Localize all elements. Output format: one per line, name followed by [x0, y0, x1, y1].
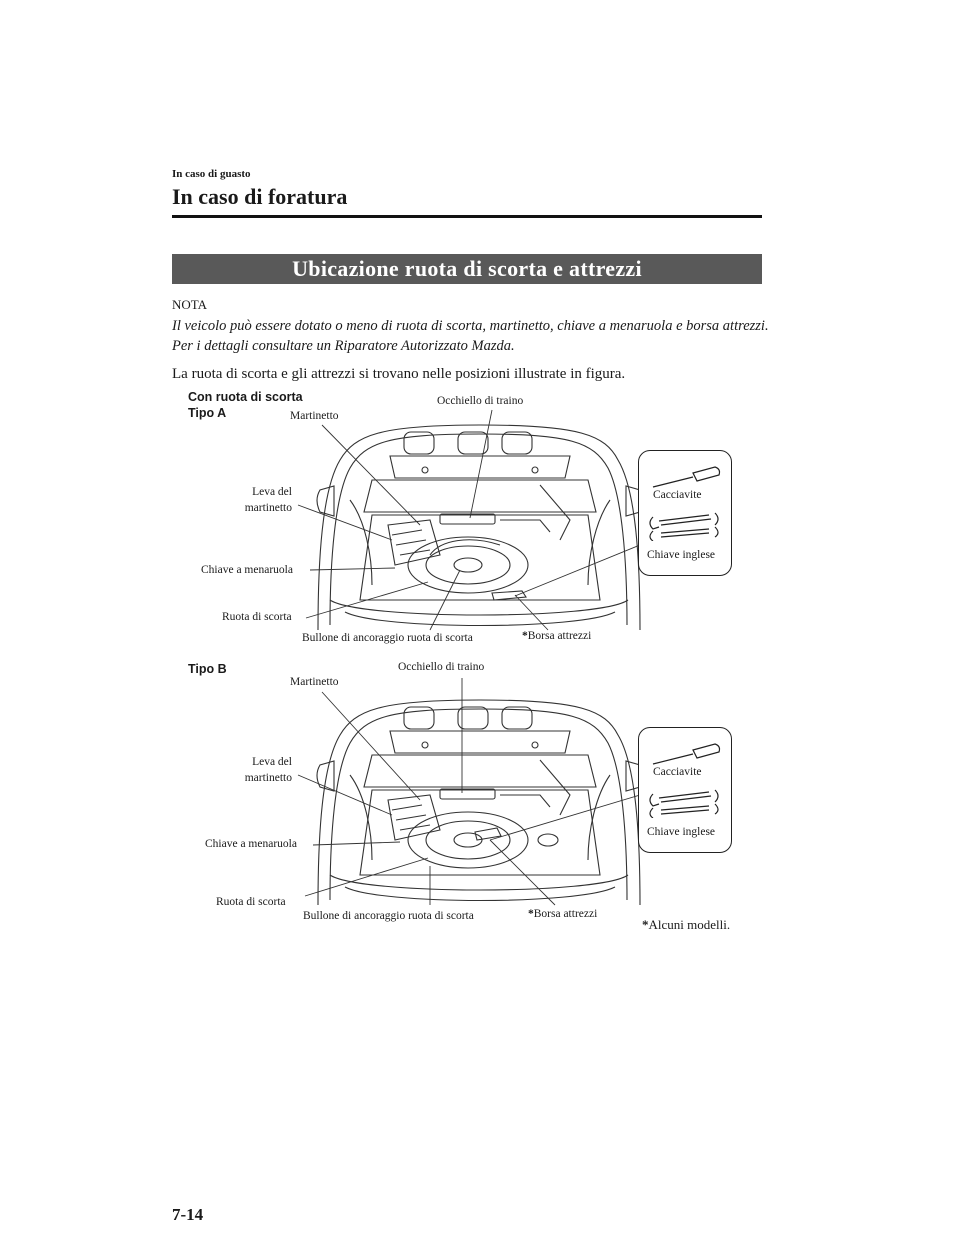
label-leva-a-2: martinetto	[244, 502, 292, 514]
label-cacciavite-a: Cacciavite	[653, 489, 702, 501]
label-chiave-inglese-b: Chiave inglese	[647, 826, 716, 838]
type-a-heading: Tipo A	[188, 406, 227, 420]
label-borsa-a	[522, 630, 591, 642]
label-chiave-menaruola-a: Chiave a menaruola	[201, 564, 293, 576]
asterisk-marker: *	[528, 908, 534, 920]
label-occhiello-b: Occhiello di traino	[398, 661, 485, 673]
label-leva-b-2: martinetto	[244, 772, 292, 784]
running-head: In caso di guasto	[172, 168, 251, 180]
wrench-icon	[639, 784, 731, 818]
label-chiave-menaruola-b: Chiave a menaruola	[205, 838, 297, 850]
intro-text: La ruota di scorta e gli attrezzi si trovano nelle posizioni illustrate in figura.	[172, 366, 626, 382]
group-heading: Con ruota di scorta	[188, 390, 303, 404]
title-rule	[172, 215, 762, 218]
label-leva-b-1: Leva del	[252, 756, 292, 768]
label-ruota-b: Ruota di scorta	[216, 896, 286, 908]
asterisk-marker: *	[642, 917, 649, 932]
footnote	[642, 917, 730, 933]
section-banner: Ubicazione ruota di scorta e attrezzi	[172, 254, 762, 284]
page-title: In caso di foratura	[172, 184, 348, 209]
footnote-text: Alcuni modelli.	[648, 917, 731, 932]
page-number: 7-14	[172, 1205, 204, 1224]
label-bullone-b: Bullone di ancoraggio ruota di scorta	[303, 910, 474, 922]
tools-inset-a	[638, 450, 732, 576]
borsa-text: Borsa attrezzi	[533, 908, 598, 920]
label-cacciavite-b: Cacciavite	[653, 766, 702, 778]
label-occhiello-a: Occhiello di traino	[437, 395, 524, 407]
label-martinetto-a: Martinetto	[290, 410, 339, 422]
note-body: Il veicolo può essere dotato o meno di ruota di scorta, martinetto, chiave a menaruola e borsa attrezzi. Per i dettagli consultare un Riparatore Autorizzato Mazda.	[172, 318, 769, 354]
asterisk-marker: *	[522, 630, 528, 642]
label-bullone-a: Bullone di ancoraggio ruota di scorta	[302, 632, 473, 644]
label-ruota-a: Ruota di scorta	[222, 611, 292, 623]
wrench-icon	[639, 507, 731, 541]
label-martinetto-b: Martinetto	[290, 676, 339, 688]
note-label: NOTA	[172, 297, 208, 312]
label-borsa-b	[528, 908, 597, 920]
borsa-text: Borsa attrezzi	[527, 630, 592, 642]
type-b-heading: Tipo B	[188, 662, 227, 676]
tools-inset-b	[638, 727, 732, 853]
label-chiave-inglese-a: Chiave inglese	[647, 549, 716, 561]
label-leva-a-1: Leva del	[252, 486, 292, 498]
